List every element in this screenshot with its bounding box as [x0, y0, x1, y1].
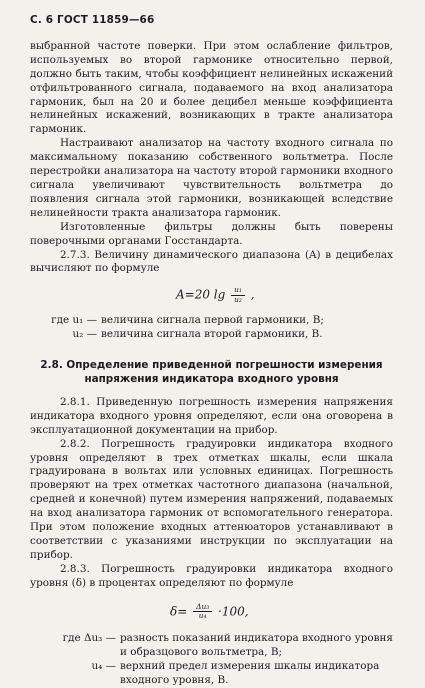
where-lead: где — [51, 314, 70, 327]
formula-calibration-error — [170, 603, 393, 621]
formula-a-denominator: u₂ — [234, 294, 242, 304]
paragraph-2-8-3: 2.8.3. Погрешность градуировки индикатора входного уровня (δ) в процентах определяют по формуле — [30, 562, 393, 589]
section-heading-2-8: 2.8. Определение приведенной погрешности измерения напряжения индикатора входного уровня — [40, 358, 383, 385]
where-definition: величина сигнала первой гармоники, В; — [101, 314, 324, 327]
paragraph-tuning: Настраивают анализатор на частоту входного сигнала по максимальному показанию собственного вольтметра. После перестройки анализатора на частоту второй гармоники входного сигнала увеличивают чувствительность вольтметра до появления сигнала этой гармоники, возникающей вследствие нелинейности тракта анализатора гармоник. — [30, 137, 393, 219]
formula-a-where-2 — [30, 328, 393, 342]
paragraph-filters: Изготовленные фильтры должны быть поверены поверочными органами Госстандарта. — [30, 220, 393, 247]
paragraph-2-8-2: 2.8.2. Погрешность градуировки индикатора входного уровня определяют в трех отметках шкалы, если шкала градуирована в вольтах или условных единицах. Погрешность проверяют на трех отметках частотного диапазона (начальной, средней и конечной) путем измерения напряжений, подаваемых на вход анализатора гармоник от вспомогательного генератора. При этом положение входных аттенюаторов устанавливают в соответствии с указаниями инструкции по эксплуатации на прибор. — [30, 437, 393, 561]
formula-a-numerator: u₁ — [231, 286, 245, 295]
formula-a-tail: , — [250, 287, 255, 302]
formula-delta-where-2 — [30, 660, 393, 688]
where-symbol: u₄ — — [91, 660, 116, 673]
where-lead: где — [62, 632, 81, 645]
paragraph-intro: выбранной частоте поверки. При этом ослабление фильтров, используемых во второй гармонике относительно первой, должно быть таким, чтобы коэффициент нелинейных искажений отфильтрованного сигнала, подаваемого на вход анализатора гармоник, был на 20 и более децибел меньше коэффициента нелинейных искажений, возникающих в тракте анализатора гармоник. — [30, 39, 393, 136]
formula-delta-eq: = — [177, 604, 188, 619]
where-definition: величина сигнала второй гармоники, В. — [101, 328, 323, 341]
formula-delta-numerator: Δu₃ — [193, 603, 212, 612]
formula-delta-where-1 — [30, 632, 393, 660]
formula-a-fraction — [231, 286, 245, 304]
formula-delta-denominator: u₄ — [198, 611, 207, 621]
where-definition: верхний предел измерения шкалы индикатора входного уровня, В. — [120, 660, 380, 687]
where-symbol: u₁ — — [72, 314, 97, 327]
paragraph-2-7-3: 2.7.3. Величину динамического диапазона (A) в децибелах вычисляют по формуле — [30, 248, 393, 275]
where-symbol: u₂ — — [72, 328, 97, 341]
formula-delta-tail: ·100, — [218, 604, 249, 619]
formula-delta-fraction — [193, 603, 212, 621]
where-symbol: Δu₃ — — [83, 632, 116, 645]
formula-a-where-1 — [30, 314, 393, 328]
formula-dynamic-range — [176, 286, 393, 304]
formula-delta-lhs: δ — [170, 604, 178, 619]
where-definition: разность показаний индикатора входного уровня и образцового вольтметра, В; — [120, 632, 393, 659]
formula-a-lhs: A — [176, 287, 185, 302]
page-header: С. 6 ГОСТ 11859—66 — [30, 14, 155, 26]
formula-a-eq: =20 lg — [184, 287, 226, 302]
paragraph-2-8-1: 2.8.1. Приведенную погрешность измерения напряжения индикатора входного уровня определяют, если она оговорена в эксплуатационной документации на прибор. — [30, 395, 393, 436]
